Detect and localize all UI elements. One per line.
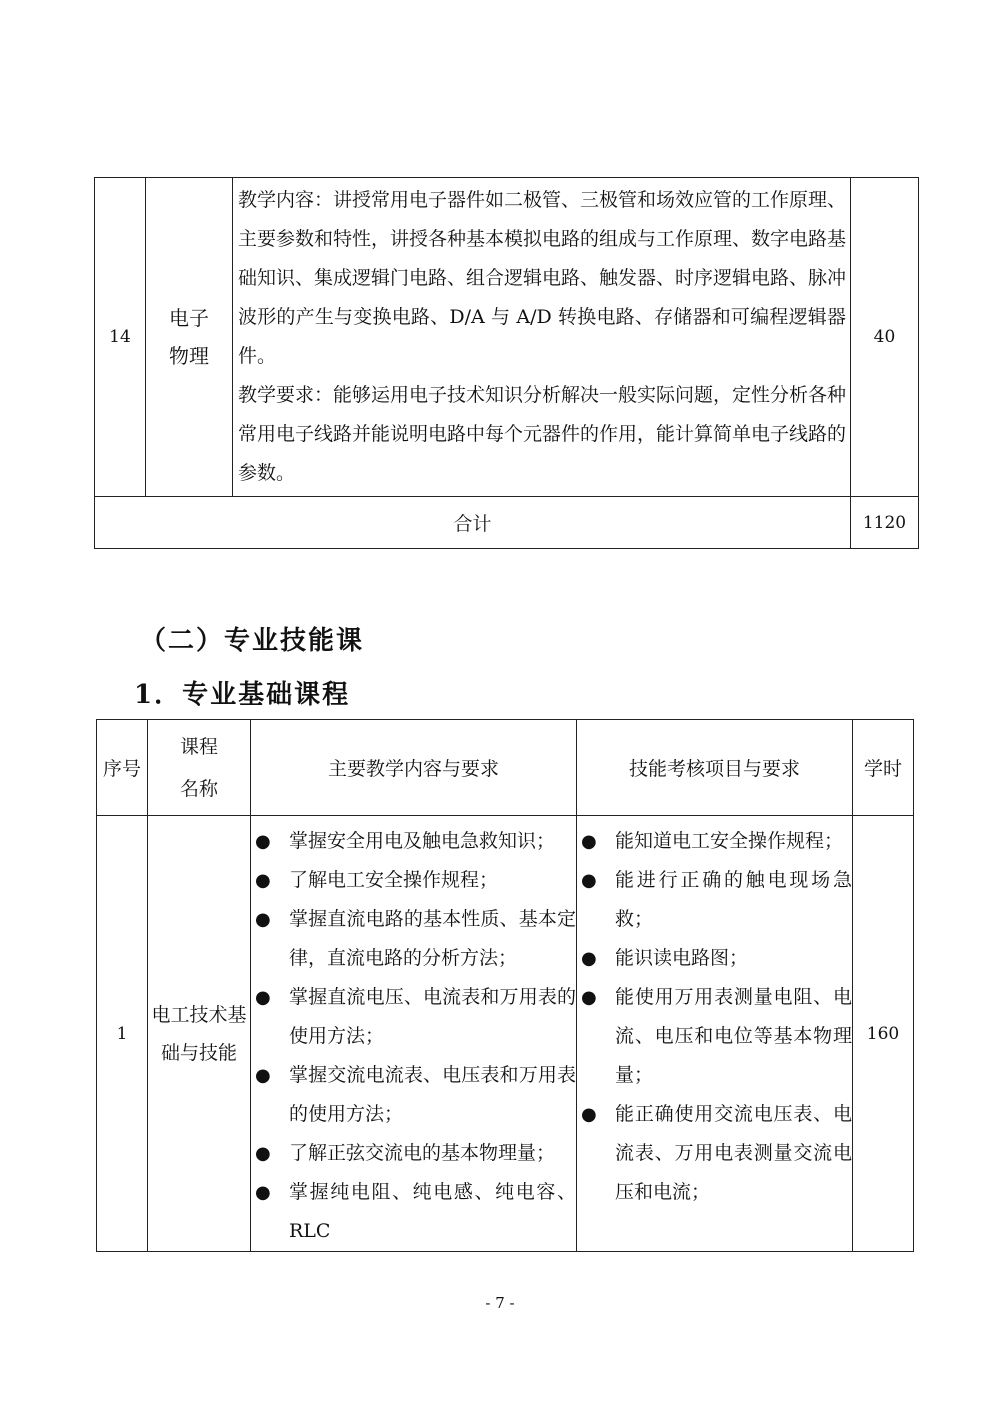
- table-header-row: [97, 720, 914, 816]
- list-item: ● 能进行正确的触电现场急救；: [579, 861, 852, 939]
- skills-list: [579, 822, 852, 1212]
- course-table-1: [94, 177, 919, 549]
- row-number: 1: [97, 816, 148, 1252]
- header-course-name: [148, 720, 251, 816]
- bullet-icon: ●: [255, 831, 271, 852]
- subsection-heading: 1．专业基础课程: [134, 680, 351, 710]
- list-item: ● 掌握交流电流表、电压表和万用表的使用方法；: [253, 1056, 576, 1134]
- list-item: ● 能使用万用表测量电阻、电流、电压和电位等基本物理量；: [579, 978, 852, 1095]
- course-hours: 40: [851, 178, 919, 497]
- header-name-line1: 课程: [179, 735, 218, 758]
- list-item: ● 了解电工安全操作规程；: [253, 861, 576, 900]
- course-name-line1: 电子: [169, 306, 209, 330]
- bullet-icon: ●: [255, 1143, 271, 1164]
- bullet-icon: ●: [581, 987, 597, 1008]
- course-name-line1: 电工技术基: [151, 1003, 247, 1026]
- course-name: [148, 816, 251, 1252]
- bullet-icon: ●: [255, 987, 271, 1008]
- list-item: ● 能正确使用交流电压表、电流表、万用电表测量交流电压和电流；: [579, 1095, 852, 1212]
- page-number: - 7 -: [485, 1294, 515, 1312]
- content-list-cell: [251, 816, 577, 1252]
- course-name: [146, 178, 233, 497]
- header-content: 主要教学内容与要求: [251, 720, 577, 816]
- bullet-icon: ●: [255, 870, 271, 891]
- list-item: ● 能知道电工安全操作规程；: [579, 822, 852, 861]
- list-item: ● 掌握纯电阻、纯电感、纯电容、RLC: [253, 1173, 576, 1251]
- bullet-icon: ●: [581, 948, 597, 969]
- list-item: ● 能识读电路图；: [579, 939, 852, 978]
- header-number: 序号: [97, 720, 148, 816]
- table-row: [97, 816, 914, 1252]
- course-content: [233, 178, 851, 497]
- section-heading: （二）专业技能课: [140, 626, 365, 656]
- header-hours: 学时: [853, 720, 914, 816]
- row-number: 14: [95, 178, 146, 497]
- teaching-content: 教学内容：讲授常用电子器件如二极管、三极管和场效应管的工作原理、主要参数和特性，讲授各种基本模拟电路的组成与工作原理、数字电路基础知识、集成逻辑门电路、组合逻辑电路、触发器、时序逻辑电路、脉冲波形的产生与变换电路、D/A 与 A/D 转换电路、存储器和可编程逻辑器件。: [238, 189, 847, 367]
- bullet-icon: ●: [255, 1182, 271, 1203]
- course-table-2: [96, 719, 914, 1252]
- skills-list-cell: [577, 816, 853, 1252]
- table-row: [95, 178, 919, 497]
- bullet-icon: ●: [255, 909, 271, 930]
- course-name-line2: 物理: [169, 344, 209, 368]
- list-item: ● 了解正弦交流电的基本物理量；: [253, 1134, 576, 1173]
- list-item: ● 掌握安全用电及触电急救知识；: [253, 822, 576, 861]
- bullet-icon: ●: [581, 870, 597, 891]
- content-list: [253, 822, 576, 1251]
- teaching-requirement: 教学要求：能够运用电子技术知识分析解决一般实际问题，定性分析各种常用电子线路并能说明电路中每个元器件的作用，能计算简单电子线路的参数。: [238, 384, 847, 484]
- list-item: ● 掌握直流电路的基本性质、基本定律，直流电路的分析方法；: [253, 900, 576, 978]
- bullet-icon: ●: [581, 831, 597, 852]
- bullet-icon: ●: [581, 1104, 597, 1125]
- total-hours: 1120: [851, 497, 919, 549]
- header-skills: 技能考核项目与要求: [577, 720, 853, 816]
- course-hours: 160: [853, 816, 914, 1252]
- list-item: ● 掌握直流电压、电流表和万用表的使用方法；: [253, 978, 576, 1056]
- header-name-line2: 名称: [179, 777, 218, 800]
- bullet-icon: ●: [255, 1065, 271, 1086]
- total-label: 合计: [95, 497, 851, 549]
- course-name-line2: 础与技能: [160, 1041, 237, 1064]
- total-row: [95, 497, 919, 549]
